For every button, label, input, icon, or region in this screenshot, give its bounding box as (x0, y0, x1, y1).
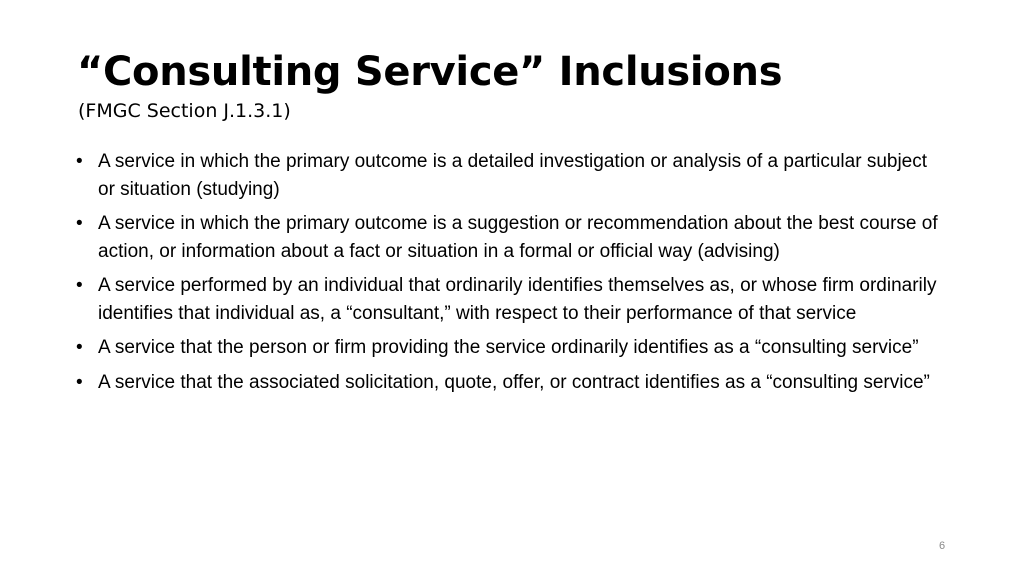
bullet-text: A service that the person or firm providing the service ordinarily identifies as a “consulting service” (98, 337, 919, 358)
page-number: 6 (938, 540, 946, 552)
bullet-text: A service that the associated solicitation, quote, offer, or contract identifies as a “consulting service” (98, 371, 930, 393)
bullet-item (76, 210, 946, 265)
bullet-item (76, 148, 946, 203)
slide-title: “Consulting Service” Inclusions (77, 49, 783, 95)
slide-subtitle: (FMGC Section J.1.3.1) (78, 100, 291, 122)
bullet-text: A service in which the primary outcome is a detailed investigation or analysis of a particular subject or situation (studying) (98, 151, 928, 200)
bullet-text: A service performed by an individual that ordinarily identifies themselves as, or whose firm ordinarily identifies that individual as, a “consultant,” with respect to their performance of that service (98, 275, 937, 324)
bullet-dot-icon: • (76, 337, 83, 358)
bullet-dot-icon: • (76, 213, 83, 234)
bullet-dot-icon: • (76, 371, 83, 393)
bullet-dot-icon: • (76, 275, 83, 296)
bullet-text: A service in which the primary outcome is a suggestion or recommendation about the best course of action, or information about a fact or situation in a formal or official way (advising) (98, 213, 938, 262)
bullet-item (76, 334, 946, 362)
bullet-dot-icon: • (76, 151, 83, 172)
bullet-list (76, 148, 946, 403)
bullet-item (76, 272, 946, 327)
bullet-item (76, 369, 946, 397)
